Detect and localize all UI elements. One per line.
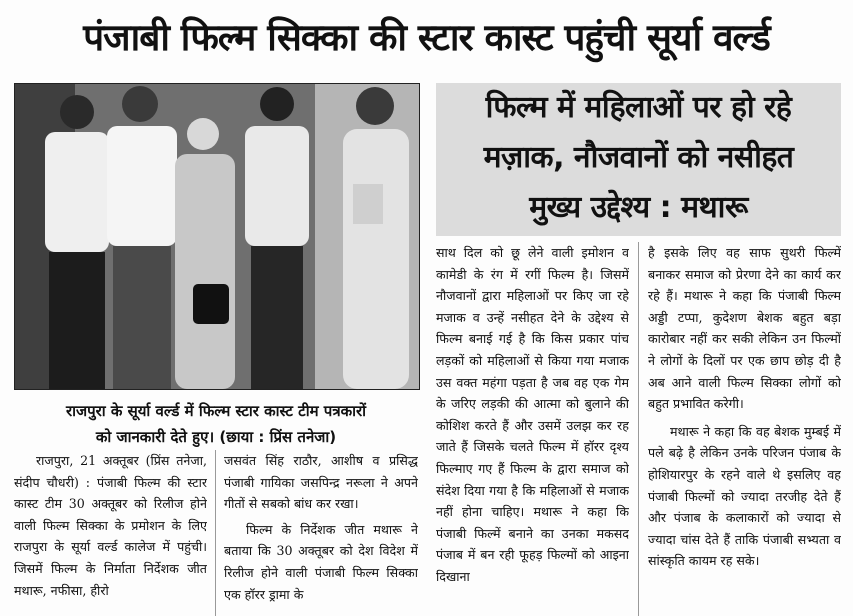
column-3-paragraph: साथ दिल को छू लेने वाली इमोशन व कामेडी के रंग में रगीं फिल्म है। जिसमें नौजवानों द्वारा महिलाओं पर किए जा रहे मजाक व उन्हें नसीहत देने के उद्देश्य से फिल्म बनाई गई है कि किस प्रकार पांच लड़कों को महिलाओं से किया गया मजाक उस वक्त महंगा पड़ता है जब वह एक गेम के जरिए लड़की की आत्मा को बुलाने की कोशिश करते हैं और उसमें उलझ कर रह जाते हैं जिसके चलते फिल्म में हॉरर दृश्य फिल्माए गए हैं फिल्म के द्वारा समाज को संदेश दिया गया है कि महिलाओं से मजाक नहीं होना चाहिए। मथारू ने कहा कि पंजाबी फिल्में बनाने का उनका मकसद पंजाब में बन रही फूहड़ फिल्मों को आइना दिखाना: [436, 245, 629, 584]
column-4-paragraph-2: मथारू ने कहा कि वह बेशक मुम्बई में पले बढ़े है लेकिन उनके परिजन पंजाब के होशियारपुर के रहने वाले थे इसलिए वह पंजाबी फिल्मों को ज्यादा तरजीह देते हैं और पंजाब के कलाकारों को ज्यादा से ज्यादा चांस देते हैं ताकि पंजाबी सभ्यता व सांस्कृति कायम रह सके।: [648, 423, 841, 569]
column-2-paragraph-1: जसवंत सिंह राठौर, आशीष व प्रसिद्ध पंजाबी गायिका जसपिन्द्र नरूला ने अपने गीतों से सबको बांध कर रखा।: [224, 453, 418, 512]
column-2-paragraph-2: फिल्म के निर्देशक जीत मथारू ने बताया कि 30 अक्तूबर को देश विदेश में रिलीज होने वाली पंजाबी फिल्म सिक्का एक हॉरर ड्रामा के: [224, 521, 418, 602]
column-divider: [215, 450, 216, 616]
highlight-title-line-3: मुख्य उद्देश्य : मथारू: [529, 190, 748, 225]
column-4-paragraph-1: है इसके लिए वह साफ सुथरी फिल्में बनाकर समाज को प्रेरणा देने का कार्य कर रहे हैं। मथारू ने कहा कि पंजाबी फिल्म अड्डी टप्पा, कुदेशण बेशक बहुत बड़ा कारोबार नहीं कर सकी लेकिन उन फिल्मों ने लोगों के दिलों पर एक छाप छोड़ दी है अब आने वाली फिल्म सिक्का लोगों को बहुत प्रभावित करेगी।: [648, 245, 841, 412]
photo-caption: [14, 398, 418, 450]
column-divider: [638, 242, 639, 616]
article-column-1: [14, 450, 207, 616]
highlight-box: [436, 83, 841, 236]
caption-line-1: राजपुरा के सूर्या वर्ल्ड में फिल्म स्टार कास्ट टीम पत्रकारों: [65, 402, 367, 420]
headline: पंजाबी फिल्म सिक्का की स्टार कास्ट पहुंची सूर्या वर्ल्ड: [83, 15, 770, 59]
group-photo: [14, 83, 420, 390]
article-column-2: [224, 450, 418, 616]
column-1-paragraph: राजपुरा, 21 अक्तूबर (प्रिंस तनेजा, संदीप चौधरी) : पंजाबी फिल्म की स्टार कास्ट टीम 30 अक्तूबर को रिलीज होने वाली फिल्म सिक्का के प्रमोशन के लिए राजपुरा के सूर्या वर्ल्ड कालेज में पहुंची। जिसमें फिल्म के निर्माता निर्देशक जीत मथारू, नफीसा, हीरो: [14, 453, 207, 598]
highlight-title-line-1: फिल्म में महिलाओं पर हो रहे: [485, 90, 792, 125]
group-photo-icon: [15, 84, 419, 389]
caption-line-2: को जानकारी देते हुए। (छाया : प्रिंस तनेजा): [95, 428, 337, 446]
highlight-title-line-2: मज़ाक, नौजवानों को नसीहत: [483, 140, 794, 175]
article-column-4: [648, 242, 841, 616]
article-column-3: [436, 242, 629, 616]
